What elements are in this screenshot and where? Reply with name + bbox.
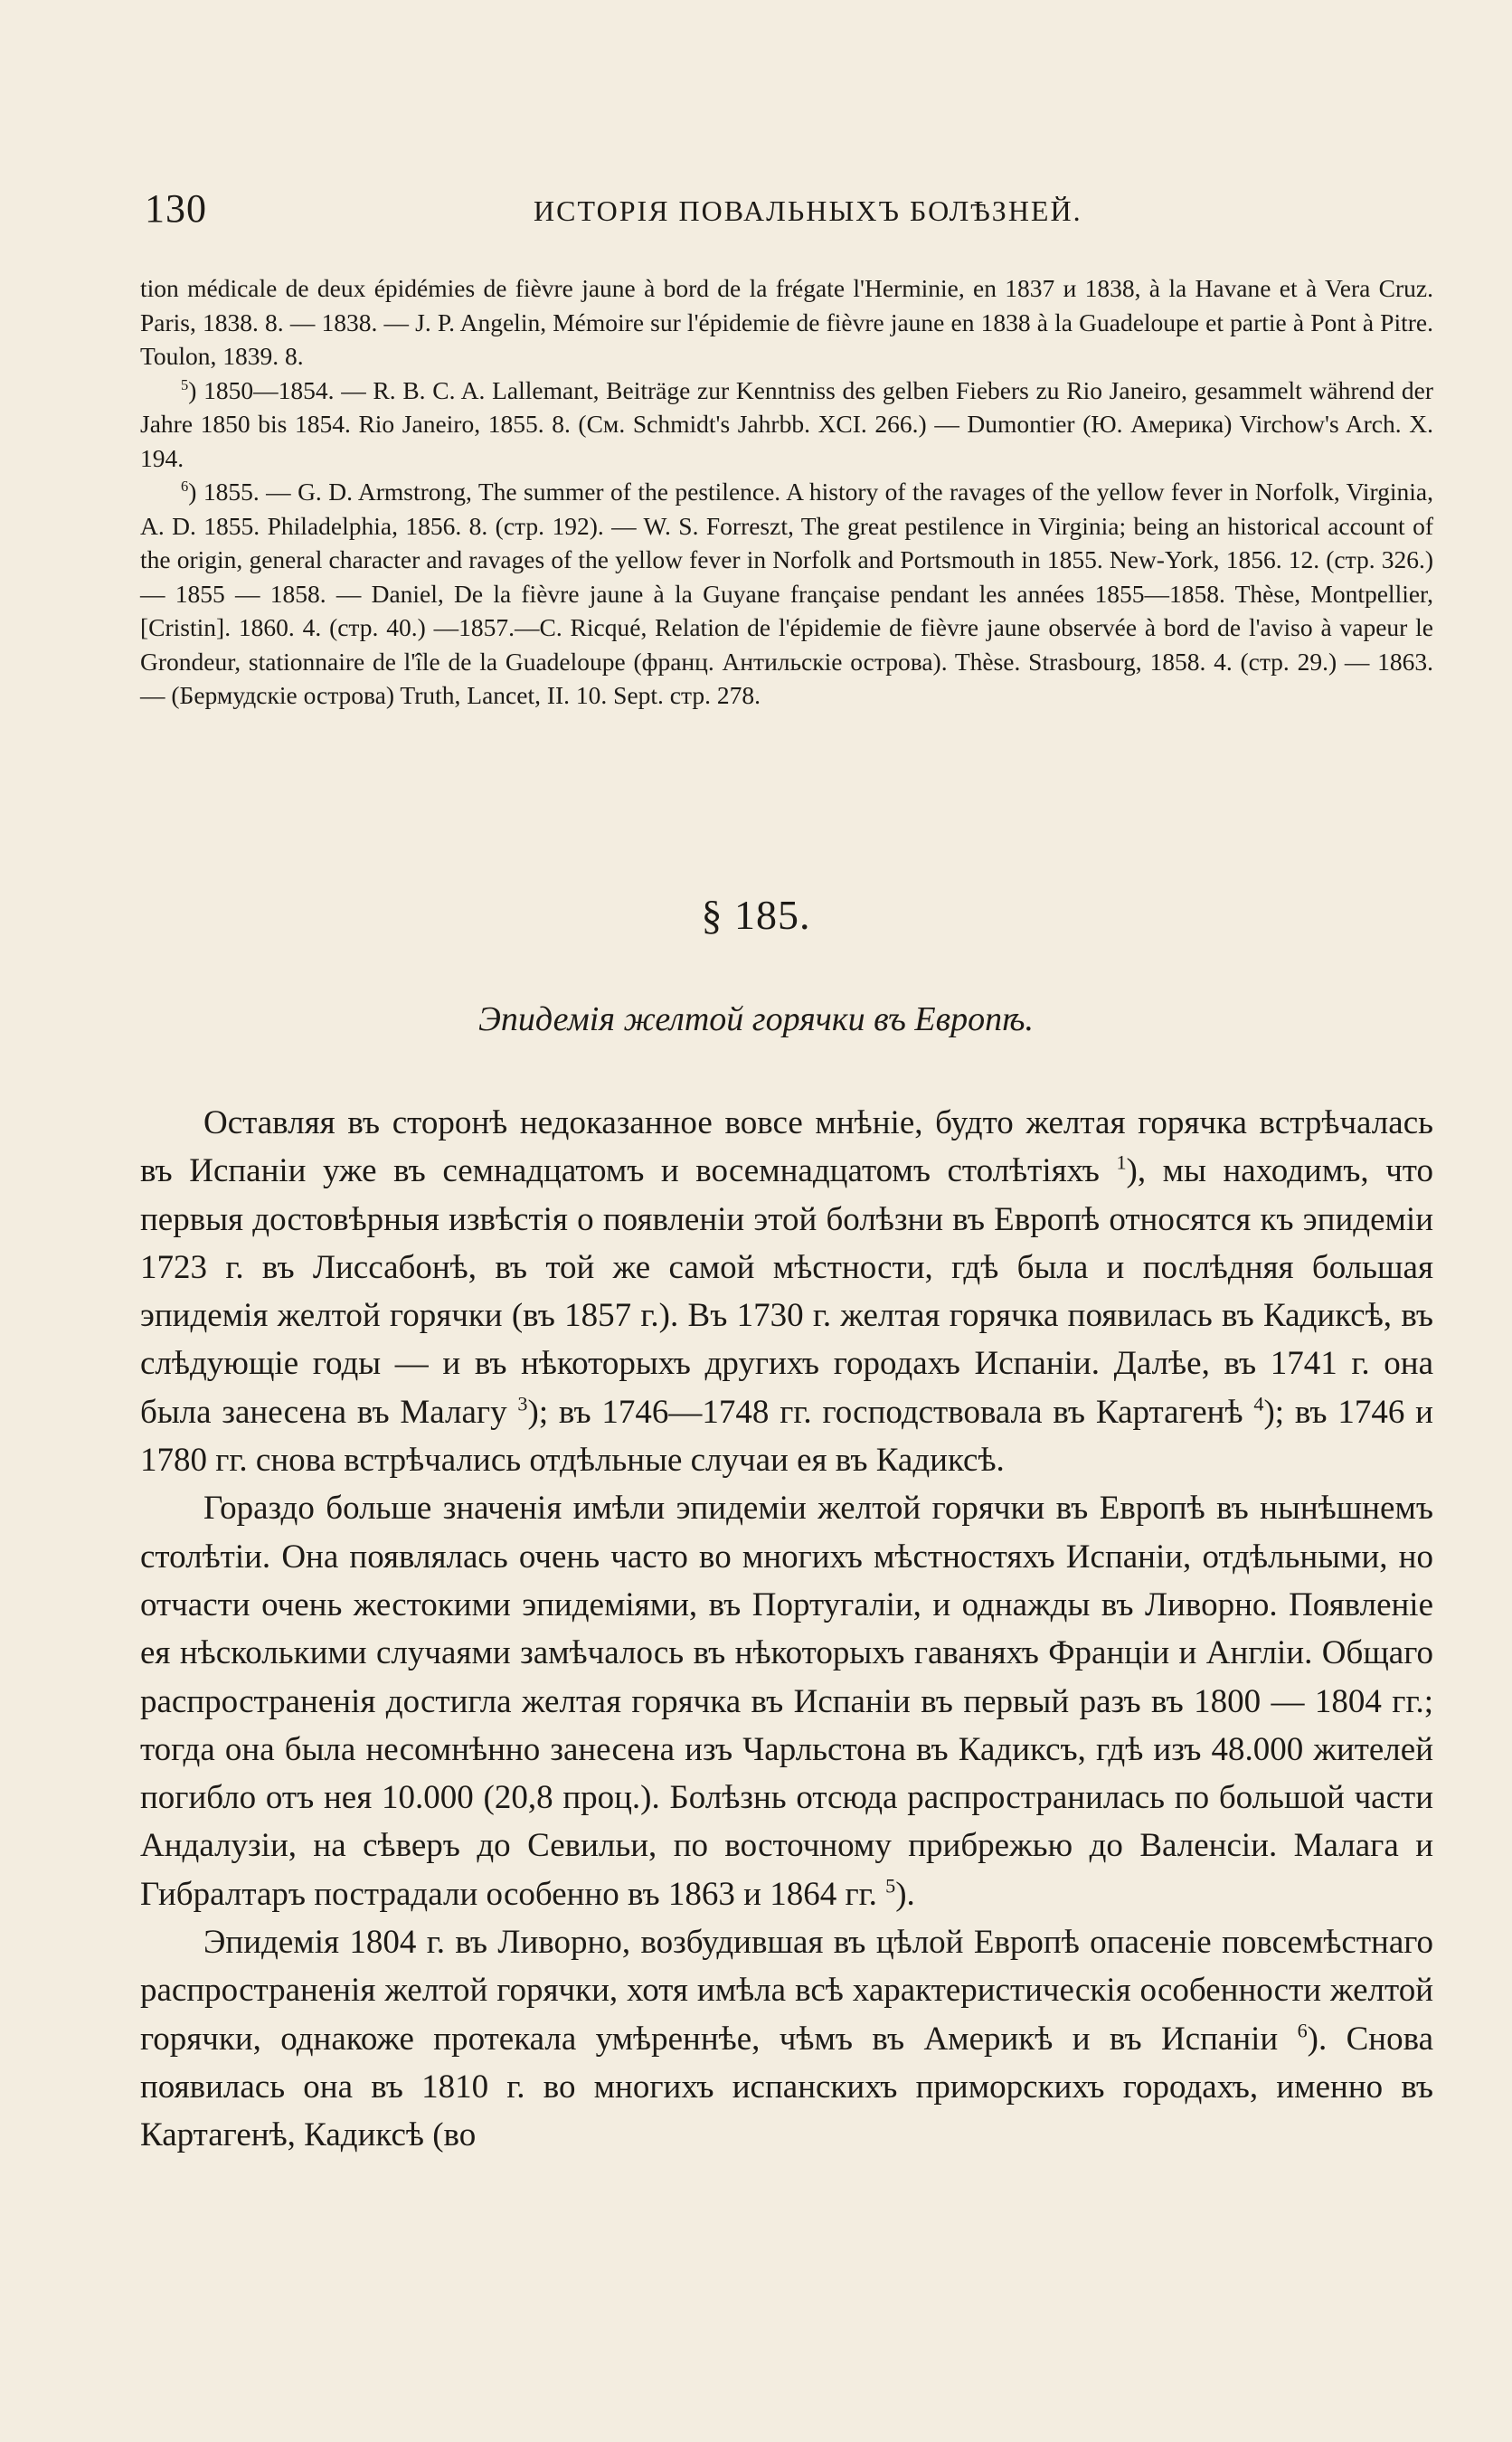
footnote-text: tion médicale de deux épidémies de fièvre jaune à bord de la frégate l'Herminie, en 1837 и 1838, à la Havane et à Vera Cruz. Paris, 1838. 8. — 1838. — J. P. Angelin, Mémoire sur l'épidemie de fièvre jaune en 1838 à la Guadeloupe et partie à Pont à Pitre. Toulon, 1839. 8. [140, 274, 1433, 370]
page-number: 130 [145, 186, 207, 231]
footnote-ref: 5 [885, 1874, 896, 1898]
paragraph-text: Эпидемія 1804 г. въ Ливорно, возбудившая въ цѣлой Европѣ опасеніе повсемѣстнаго распространенія желтой горячки, хотя имѣла всѣ характеристическія особенности желтой горячки, однакоже протекала умѣреннѣе, чѣмъ въ Америкѣ и въ Испаніи [140, 1924, 1433, 2058]
section-title: Эпидемія желтой горячки въ Европѣ. [478, 1000, 1034, 1038]
paragraph-text: Гораздо больше значенія имѣли эпидеміи желтой горячки въ Европѣ въ нынѣшнемъ столѣтіи. Она появлялась очень часто во многихъ мѣстностяхъ Испаніи, отдѣльными, но отчасти очень жестокими эпидеміями, въ Португаліи, и однажды въ Ливорно. Появленіе ея нѣсколькими случаями замѣчалось въ нѣкоторыхъ гаваняхъ Франціи и Англіи. Общаго распространенія достигла желтая горячка въ Испаніи въ первый разъ въ 1800 — 1804 гг.; тогда она была несомнѣнно занесена изъ Чарльстона въ Кадиксъ, гдѣ изъ 48.000 жителей погибло отъ нея 10.000 (20,8 проц.). Болѣзнь отсюда распространилась по большой части Андалузіи, на сѣверъ до Севильи, по восточному прибрежью до Валенсіи. Малага и Гибралтаръ пострадали особенно въ 1863 и 1864 гг. [140, 1490, 1433, 1913]
paragraph-text: Оставляя въ сторонѣ недоказанное вовсе мнѣніе, будто желтая горячка встрѣчалась въ Испаніи уже въ семнадцатомъ и восемнадцатомъ столѣтіяхъ [140, 1104, 1433, 1190]
footnote-ref: 3 [517, 1392, 528, 1415]
footnote-text: 1850—1854. — R. B. C. A. Lallemant, Beiträge zur Kenntniss des gelben Fiebers zu Rio Janeiro, gesammelt während der Jahre 1850 bis 1854. Rio Janeiro, 1855. 8. (См. Schmidt's Jahrbb. XCI. 266.) — Dumontier (Ю. Америка) Virchow's Arch. X. 194. [140, 375, 1433, 472]
page-header [145, 185, 1420, 240]
paragraph [140, 1918, 1433, 2159]
paragraph [140, 1484, 1433, 1918]
paragraph [140, 1099, 1433, 1484]
paragraph-text: ). Снова появилась она въ 1810 г. во многихъ испанскихъ приморскихъ городахъ, именно въ Картагенѣ, Кадиксѣ (во [140, 2020, 1433, 2154]
paragraph-text: ); въ 1746—1748 гг. господствовала въ Картагенѣ [527, 1393, 1254, 1431]
footnote-5: $^5$) 1850—1854. — R. B. C. A. Lallemant, Beiträge zur Kenntniss des gelben Fiebers zu Rio Janeiro, gesammelt während der Jahre 1850 bis 1854. Rio Janeiro, 1855. 8. (См. Schmidt's Jahrbb. XCI. 266.) — Dumontier (Ю. Америка) Virchow's Arch. X. 194. [140, 375, 1433, 472]
running-title: ИСТОРІЯ ПОВАЛЬНЫХЪ БОЛѢЗНЕЙ. [534, 194, 1082, 227]
footnote-ref: 4 [1253, 1392, 1264, 1415]
footnote-continuation [140, 271, 1433, 374]
section-number: § 185. [701, 892, 811, 938]
paragraph-text: ). [895, 1875, 915, 1913]
footnote-marker: 6 [181, 477, 189, 495]
paragraph-text: ), мы находимъ, что первыя достовѣрныя извѣстія о появленіи этой болѣзни въ Европѣ относятся къ эпидеміи 1723 г. въ Лиссабонѣ, въ той же самой мѣстности, гдѣ была и послѣдняя большая эпидемія желтой горячки (въ 1857 г.). Въ 1730 г. желтая горячка появилась въ Кадиксѣ, въ слѣдующіе годы — и въ нѣкоторыхъ другихъ городахъ Испаніи. Далѣе, въ 1741 г. она была занесена въ Малагу [140, 1152, 1433, 1431]
footnote-marker: 5 [181, 375, 189, 393]
footnote-6: $^6$) 1855. — G. D. Armstrong, The summer of the pestilence. A history of the ravages of the yellow fever in Norfolk, Virginia, A. D. 1855. Philadelphia, 1856. 8. (стр. 192). — W. S. Forreszt, The great pestilence in Virginia; being an historical account of the origin, general character and ravages of the yellow fever in Norfolk and Portsmouth in 1855. New-York, 1856. 12. (стр. 326.) — 1855 — 1858. — Daniel, De la fièvre jaune à la Guyane française pendant les années 1855—1858. Thèse, Montpellier, [Cristin]. 1860. 4. (стр. 40.) —1857.—C. Ricqué, Relation de l'épidemie de fièvre jaune observée à bord de l'aviso à vapeur le Grondeur, stationnaire de l'île de la Guadeloupe (франц. Антильскіе острова). Thèse. Strasbourg, 1858. 4. (стр. 29.) — 1863. — (Бермудскіе острова) Truth, Lancet, II. 10. Sept. стр. 278. [140, 477, 1433, 709]
footnote-ref: 6 [1297, 2019, 1308, 2042]
body-text [140, 1099, 1433, 2160]
footnote-text: 1855. — G. D. Armstrong, The summer of the pestilence. A history of the ravages of the yellow fever in Norfolk, Virginia, A. D. 1855. Philadelphia, 1856. 8. (стр. 192). — W. S. Forreszt, The great pestilence in Virginia; being an historical account of the origin, general character and ravages of the yellow fever in Norfolk and Portsmouth in 1855. New-York, 1856. 12. (стр. 326.) — 1855 — 1858. — Daniel, De la fièvre jaune à la Guyane française pendant les années 1855—1858. Thèse, Montpellier, [Cristin]. 1860. 4. (стр. 40.) —1857.—C. Ricqué, Relation de l'épidemie de fièvre jaune observée à bord de l'aviso à vapeur le Grondeur, stationnaire de l'île de la Guadeloupe (франц. Антильскіе острова). Thèse. Strasbourg, 1858. 4. (стр. 29.) — 1863. — (Бермудскіе острова) Truth, Lancet, II. 10. Sept. стр. 278. [140, 478, 1433, 709]
footnotes [140, 271, 1433, 713]
paragraph-text: ); въ 1746 и 1780 гг. снова встрѣчались отдѣльные случаи ея въ Кадиксѣ. [140, 1393, 1433, 1480]
footnote-ref: 1 [1116, 1150, 1127, 1174]
